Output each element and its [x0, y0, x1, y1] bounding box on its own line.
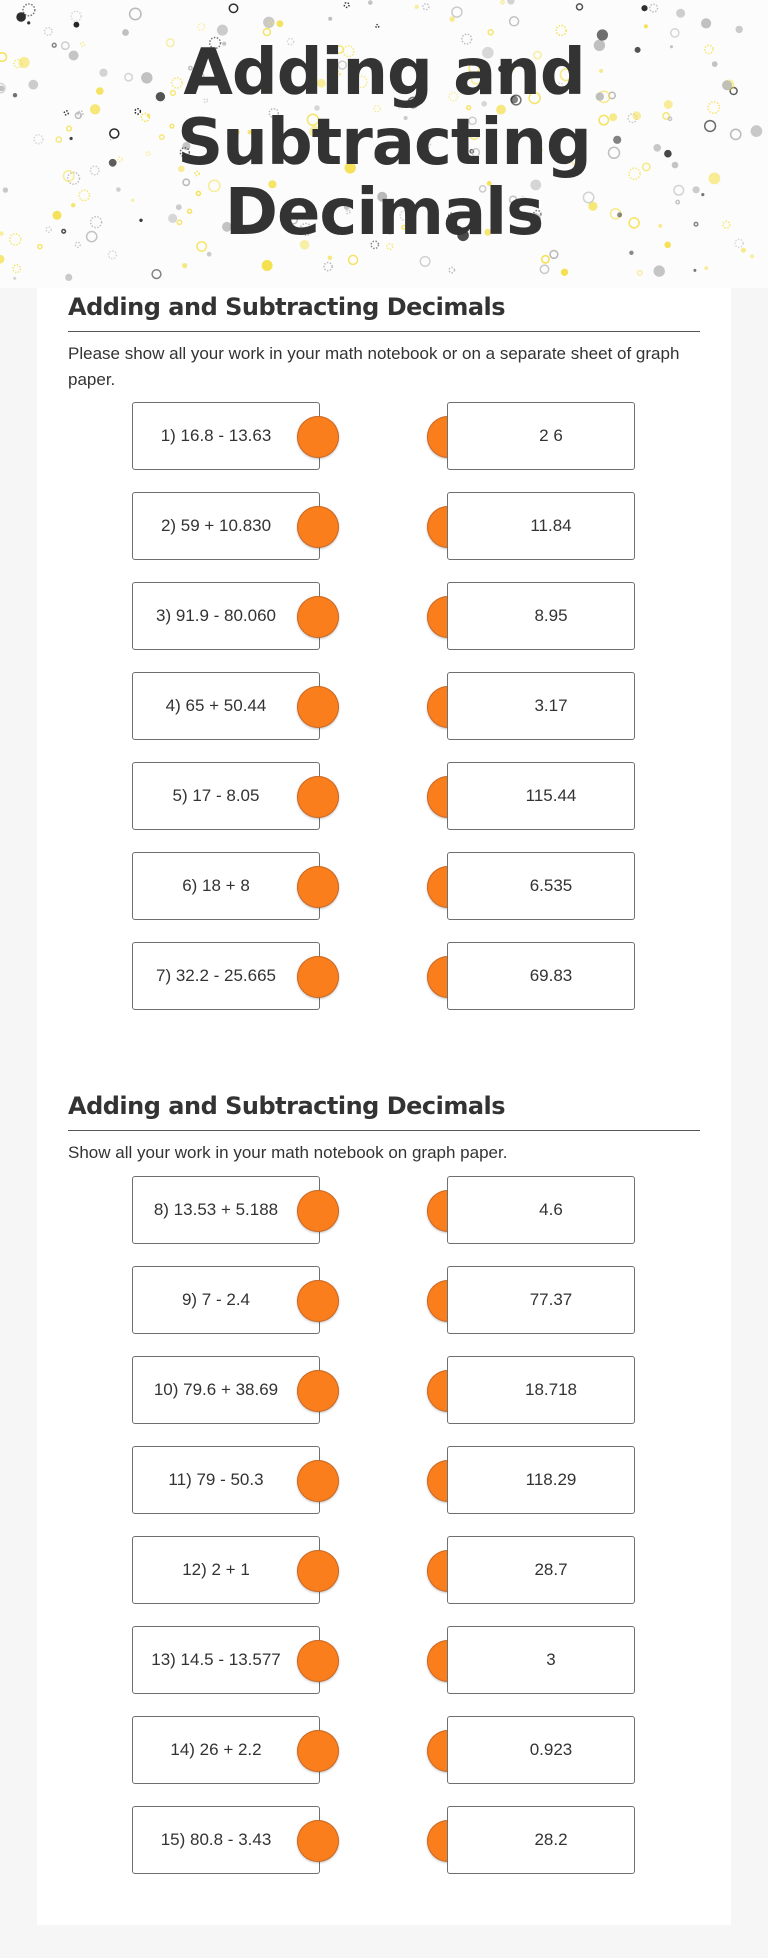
confetti-circle [263, 29, 270, 36]
answer-box[interactable]: 0.923 [447, 1716, 635, 1784]
confetti-circle [577, 4, 583, 10]
confetti-circle [701, 18, 711, 28]
instructions-text: Please show all your work in your math notebook or on a separate sheet of graph paper. [68, 344, 680, 389]
answer-box[interactable]: 18.718 [447, 1356, 635, 1424]
question-connector-dot[interactable] [297, 956, 339, 998]
heading-divider [68, 331, 700, 332]
answer-box[interactable]: 3.17 [447, 672, 635, 740]
question-connector-dot[interactable] [297, 1460, 339, 1502]
answer-box[interactable]: 28.2 [447, 1806, 635, 1874]
confetti-circle [510, 17, 519, 26]
question-connector-dot[interactable] [297, 506, 339, 548]
question-connector-dot[interactable] [297, 416, 339, 458]
confetti-circle [328, 17, 332, 21]
confetti-circle [750, 254, 754, 258]
answer-box[interactable]: 28.7 [447, 1536, 635, 1604]
match-pair-row [37, 762, 731, 832]
question-box[interactable]: 4) 65 + 50.44 [132, 672, 320, 740]
confetti-circle [13, 265, 21, 273]
heading-divider [68, 1130, 700, 1131]
question-connector-dot[interactable] [297, 866, 339, 908]
confetti-circle [542, 256, 549, 263]
confetti-circle [71, 11, 81, 21]
confetti-circle [109, 251, 117, 259]
question-box[interactable]: 3) 91.9 - 80.060 [132, 582, 320, 650]
question-box[interactable]: 12) 2 + 1 [132, 1536, 320, 1604]
confetti-circle [501, 1, 504, 4]
answer-box[interactable]: 77.37 [447, 1266, 635, 1334]
match-pair-row [37, 1446, 731, 1516]
confetti-circle [449, 267, 454, 272]
answer-box[interactable]: 8.95 [447, 582, 635, 650]
question-box[interactable]: 11) 79 - 50.3 [132, 1446, 320, 1514]
worksheet-card [37, 288, 731, 1925]
confetti-circle [45, 28, 53, 36]
confetti-circle [671, 29, 679, 37]
question-box[interactable]: 10) 79.6 + 38.69 [132, 1356, 320, 1424]
answer-box[interactable]: 6.535 [447, 852, 635, 920]
confetti-circle [637, 271, 642, 276]
confetti-circle [654, 265, 665, 276]
confetti-circle [152, 270, 161, 279]
question-connector-dot[interactable] [297, 1550, 339, 1592]
confetti-circle [556, 25, 566, 35]
match-pair-row [37, 852, 731, 922]
question-box[interactable]: 7) 32.2 - 25.665 [132, 942, 320, 1010]
confetti-circle [741, 248, 746, 253]
confetti-circle [198, 24, 205, 31]
question-connector-dot[interactable] [297, 686, 339, 728]
section-heading: Adding and Subtracting Decimals [68, 1092, 506, 1120]
match-pair-row [37, 1716, 731, 1786]
question-connector-dot[interactable] [297, 776, 339, 818]
confetti-circle [452, 7, 462, 17]
confetti-circle [207, 252, 212, 257]
confetti-circle [16, 12, 26, 22]
confetti-circle [650, 4, 658, 12]
question-box[interactable]: 1) 16.8 - 13.63 [132, 402, 320, 470]
match-pair-row [37, 1266, 731, 1336]
question-connector-dot[interactable] [297, 1730, 339, 1772]
question-box[interactable]: 2) 59 + 10.830 [132, 492, 320, 560]
confetti-circle [676, 9, 685, 18]
match-pair-row [37, 1356, 731, 1426]
confetti-circle [217, 25, 228, 36]
match-pair-row [37, 402, 731, 472]
confetti-circle [561, 269, 568, 276]
instructions-text: Show all your work in your math notebook on graph paper. [68, 1143, 508, 1162]
confetti-circle [550, 251, 558, 259]
confetti-circle [130, 8, 141, 19]
question-box[interactable]: 8) 13.53 + 5.188 [132, 1176, 320, 1244]
confetti-circle [328, 255, 333, 260]
question-connector-dot[interactable] [297, 1640, 339, 1682]
confetti-circle [349, 255, 358, 264]
confetti-circle [450, 16, 455, 21]
question-box[interactable]: 9) 7 - 2.4 [132, 1266, 320, 1334]
confetti-circle [376, 25, 379, 28]
confetti-circle [277, 20, 284, 27]
confetti-circle [704, 266, 708, 270]
answer-box[interactable]: 2 6 [447, 402, 635, 470]
confetti-circle [0, 255, 5, 264]
confetti-circle [344, 3, 349, 8]
match-pair-row [37, 672, 731, 742]
question-connector-dot[interactable] [297, 1370, 339, 1412]
question-connector-dot[interactable] [297, 1190, 339, 1232]
confetti-circle [368, 0, 373, 5]
confetti-circle [122, 29, 129, 36]
question-connector-dot[interactable] [297, 596, 339, 638]
match-pair-row [37, 582, 731, 652]
match-pair-row [37, 1536, 731, 1606]
confetti-circle [507, 0, 514, 5]
confetti-circle [65, 274, 72, 281]
confetti-circle [693, 269, 696, 272]
answer-box[interactable]: 69.83 [447, 942, 635, 1010]
question-connector-dot[interactable] [297, 1820, 339, 1862]
confetti-circle [324, 263, 332, 271]
question-box[interactable]: 13) 14.5 - 13.577 [132, 1626, 320, 1694]
question-connector-dot[interactable] [297, 1280, 339, 1322]
confetti-circle [415, 5, 419, 9]
confetti-circle [540, 265, 548, 273]
answer-box[interactable]: 3 [447, 1626, 635, 1694]
page-title [0, 38, 768, 248]
confetti-circle [629, 251, 633, 255]
page-title-line: Adding and [183, 36, 585, 110]
answer-box[interactable]: 115.44 [447, 762, 635, 830]
question-box[interactable]: 15) 80.8 - 3.43 [132, 1806, 320, 1874]
confetti-circle [488, 30, 493, 35]
match-pair-row [37, 942, 731, 1012]
match-pair-row [37, 1806, 731, 1876]
answer-box[interactable]: 4.6 [447, 1176, 635, 1244]
confetti-circle [641, 5, 647, 11]
page-title-line: Subtracting [177, 106, 591, 180]
confetti-circle [262, 260, 273, 271]
confetti-circle [736, 26, 743, 33]
confetti-circle [13, 277, 16, 280]
question-box[interactable]: 14) 26 + 2.2 [132, 1716, 320, 1784]
question-box[interactable]: 6) 18 + 8 [132, 852, 320, 920]
confetti-circle [27, 21, 30, 24]
answer-box[interactable]: 11.84 [447, 492, 635, 560]
section-heading: Adding and Subtracting Decimals [68, 293, 506, 321]
match-pair-row [37, 1626, 731, 1696]
header-banner [0, 0, 768, 288]
confetti-circle [423, 4, 429, 10]
match-pair-row [37, 1176, 731, 1246]
confetti-circle [229, 4, 237, 12]
confetti-circle [74, 22, 80, 28]
answer-box[interactable]: 118.29 [447, 1446, 635, 1514]
match-pair-row [37, 492, 731, 562]
question-box[interactable]: 5) 17 - 8.05 [132, 762, 320, 830]
confetti-circle [182, 263, 187, 268]
confetti-circle [420, 257, 430, 267]
confetti-circle [644, 24, 648, 28]
page-title-line: Decimals [224, 176, 544, 250]
